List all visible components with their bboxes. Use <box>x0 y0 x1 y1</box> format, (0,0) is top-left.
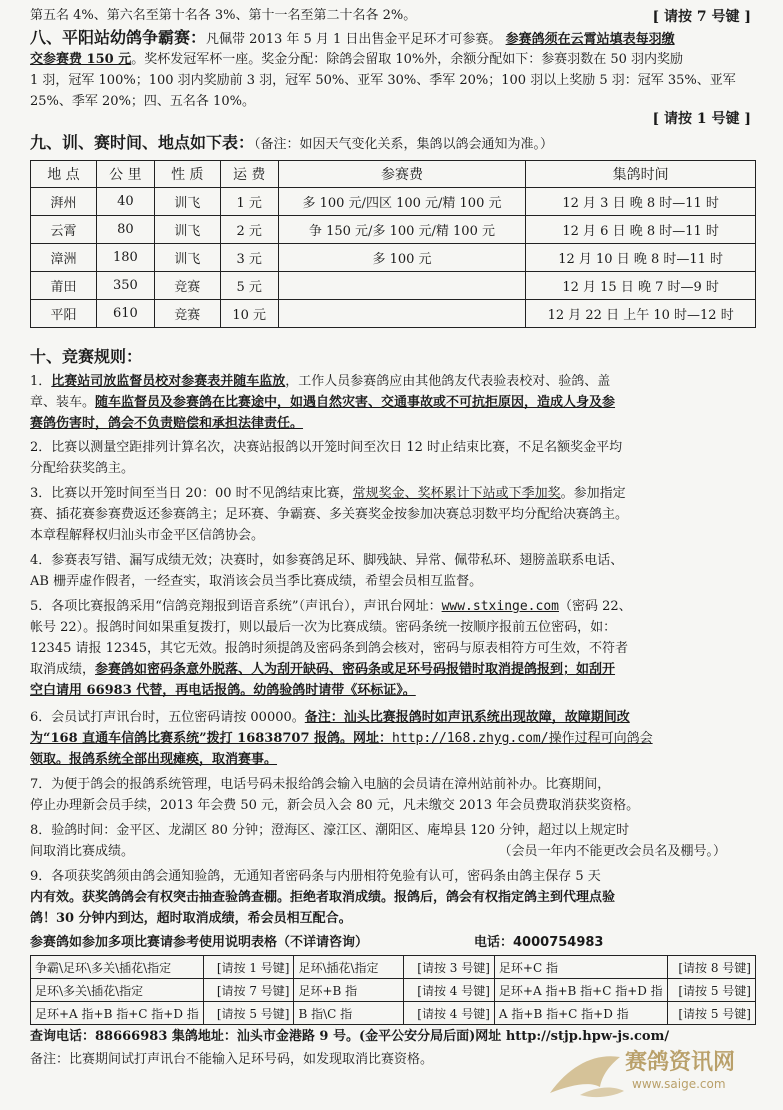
table-row <box>31 300 756 328</box>
rule-1-line-1 <box>30 372 756 391</box>
cell-time: 12 月 22 日 上午 10 时—12 时 <box>526 300 756 328</box>
section-10-title: 十、竞赛规则： <box>30 347 143 366</box>
cell-fee: 5 元 <box>220 272 278 300</box>
rule-5-line-5: 空白请用 66983 代替，再电话报鸽。幼鸽验鸽时请带《环标证》。 <box>30 683 416 698</box>
rule-text: 。参加指定 <box>560 486 626 501</box>
rule-highlight: 常规奖金、奖杯累计下站或下季加奖 <box>352 486 561 501</box>
rule-5-line-1 <box>30 597 756 616</box>
rule-8-line-2 <box>30 842 756 861</box>
rule-3-line-1 <box>30 484 756 503</box>
key-reference-table <box>30 955 756 1025</box>
watermark-site-name: 赛鸽资讯网 <box>625 1050 736 1075</box>
ref-item: 足环\多关\插花\指定 <box>31 979 204 1002</box>
rule-9-line-2: 内有效。获奖鸽鸽会有权突击抽查验鸽查棚。拒绝者取消成绩。报鸽后，鸽会有权指定鸽主到代理点验 <box>30 890 616 905</box>
prize-continuation-line: 第五名 4%、第六名至第十名各 3%、第十一名至第二十名各 2%。 <box>30 8 417 23</box>
rule-text: ，工作人员参赛鸽应由其他鸽友代表验表校对、验鸽、盖 <box>285 374 611 389</box>
table-row <box>31 979 756 1002</box>
rule-text: 章、装车。 <box>30 395 96 410</box>
cell-km: 80 <box>96 216 154 244</box>
reference-title: 参赛鸽如参加多项比赛请参考使用说明表格（不详请咨询） <box>30 935 369 950</box>
table-row <box>31 1002 756 1025</box>
section-8-line-3: 1 羽，冠军 100%；100 羽内奖励前 3 羽，冠军 50%、亚军 30%、季军 20%；100 羽以上奖励 5 羽：冠军 35%、亚军 <box>30 73 736 88</box>
ref-item: 足环\插花\指定 <box>294 956 404 979</box>
cell-type: 竞赛 <box>154 272 220 300</box>
rule-text: 间取消比赛成绩。 <box>30 844 135 859</box>
cell-type: 竞赛 <box>154 300 220 328</box>
schedule-table <box>30 160 756 328</box>
rule-9-line-1: 9．各项获奖鸽须由鸽会通知验鸽，无通知者密码条与内册相符免验有认可，密码条由鸽主保存 5 天 <box>30 869 601 884</box>
cell-km: 40 <box>96 188 154 216</box>
ref-item: 足环+A 指+B 指+C 指+D 指 <box>494 979 667 1002</box>
cell-time: 12 月 3 日 晚 8 时—11 时 <box>526 188 756 216</box>
rule-3-line-2: 赛、插花赛参赛费返还参赛鸽主；足环赛、争霸赛、多关赛奖金按参加决赛总羽数平均分配给决赛鸽主。 <box>30 507 629 522</box>
cell-km: 180 <box>96 244 154 272</box>
header-type: 性 质 <box>154 161 220 188</box>
header-place: 地 点 <box>31 161 97 188</box>
rule-8-line-1: 8．验鸽时间：金平区、龙湖区 80 分钟；澄海区、濠江区、潮阳区、庵埠县 120 分钟，超过以上规定时 <box>30 823 630 838</box>
cell-type: 训飞 <box>154 244 220 272</box>
section-8-text: 凡佩带 2013 年 5 月 1 日出售金平足环才可参赛。 <box>206 32 502 47</box>
rule-highlight: 随车监督员及参赛鸽在比赛途中，如遇自然灾害、交通事故或不可抗拒原因，造成人身及参 <box>95 395 616 410</box>
phone-label: 电话： <box>474 935 514 950</box>
rule-note: （会员一年内不能更改会员名及棚号。） <box>498 844 726 859</box>
ref-item: 争霸\足环\多关\插花\指定 <box>31 956 204 979</box>
section-8-heading: 八、平阳站幼鸽争霸赛： <box>30 28 207 47</box>
section-8-line-2 <box>30 50 756 69</box>
rule-highlight: 比赛站司放监督员校对参赛表并随车监放 <box>51 374 286 389</box>
key-instruction-7: [ 请按 7 号键 ] <box>652 9 751 25</box>
cell-place: 平阳 <box>31 300 97 328</box>
ref-key: [请按 3 号键] <box>404 956 495 979</box>
ref-item: B 指\C 指 <box>294 1002 404 1025</box>
cell-time: 12 月 15 日 晚 7 时—9 时 <box>526 272 756 300</box>
rule-highlight: 为“168 直通车信鸽比赛系统”拨打 16838707 报鸽。网址： <box>30 731 393 746</box>
header-fee: 运 费 <box>220 161 278 188</box>
table-row <box>31 244 756 272</box>
rule-7-line-1: 7．为便于鸽会的报鸽系统管理，电话号码未报给鸽会输入电脑的会员请在漳州站前补办。比赛期间， <box>30 777 611 792</box>
voice-system-url: www.stxinge.com <box>441 599 559 614</box>
header-entry: 参赛费 <box>278 161 526 188</box>
rule-9-line-3: 鸽！30 分钟内到达，超时取消成绩，希会员相互配合。 <box>30 911 352 926</box>
section-8-line-1 <box>30 28 756 49</box>
ref-item: 足环+A 指+B 指+C 指+D 指 <box>31 1002 204 1025</box>
backup-system-url: http://168.zhyg.com/操作过程可向鸽会 <box>392 731 653 746</box>
key-instruction-1: [ 请按 1 号键 ] <box>652 111 751 127</box>
table-row <box>31 272 756 300</box>
cell-km: 350 <box>96 272 154 300</box>
footer-contact-line: 查询电话：88666983 集鸽地址：汕头市金港路 9 号。(金平公安分局后面)网址 http://stjp.hpw-js.com/ <box>30 1029 670 1044</box>
cell-fee: 10 元 <box>220 300 278 328</box>
rule-4-line-2: AB 栅弄虚作假者，一经查实，取消该会员当季比赛成绩，希望会员相互监督。 <box>30 574 483 589</box>
section-9-heading: 九、训、赛时间、地点如下表： <box>30 133 255 152</box>
section-8-highlight: 参赛鸽须在云霄站填表每羽缴 <box>505 32 675 47</box>
rule-text: 取消成绩， <box>30 662 96 677</box>
cell-entry: 多 100 元/四区 100 元/精 100 元 <box>278 188 526 216</box>
schedule-header-row <box>31 161 756 188</box>
section-9-line <box>30 133 756 154</box>
section-9-note: （备注：如因天气变化关系，集鸽以鸽会通知为准。） <box>254 137 554 152</box>
rule-2-line-2: 分配给获奖鸽主。 <box>30 461 135 476</box>
section-8-text: 。奖杯发冠军杯一座。奖金分配：除鸽会留取 10%外，余额分配如下：参赛羽数在 50 羽内奖励 <box>131 52 684 67</box>
ref-key: [请按 5 号键] <box>667 979 755 1002</box>
cell-fee: 3 元 <box>220 244 278 272</box>
header-km: 公 里 <box>96 161 154 188</box>
table-row <box>31 956 756 979</box>
reference-title-line <box>30 933 756 952</box>
section-10-heading <box>30 347 756 368</box>
rule-text: 6．会员试打声讯台时，五位密码请按 00000。 <box>30 710 305 725</box>
ref-item: 足环+C 指 <box>494 956 667 979</box>
cell-entry: 争 150 元/多 100 元/精 100 元 <box>278 216 526 244</box>
rule-6-line-3 <box>30 750 756 769</box>
rule-1-line-3: 赛鸽伤害时，鸽会不负责赔偿和承担法律责任。 <box>30 416 304 431</box>
ref-key: [请按 4 号键] <box>404 1002 495 1025</box>
rule-6-line-2 <box>30 729 756 748</box>
rule-4-line-1: 4．参赛表写错、漏写成绩无效；决赛时，如参赛鸽足环、脚残缺、异常、佩带私环、翅膀盖联系电话、 <box>30 553 624 568</box>
ref-item: 足环+B 指 <box>294 979 404 1002</box>
cell-place: 湃州 <box>31 188 97 216</box>
cell-place: 漳洲 <box>31 244 97 272</box>
rule-7-line-2: 停止办理新会员手续，2013 年会费 50 元，新会员入会 80 元，凡未缴交 2013 年会员费取消获奖资格。 <box>30 798 640 813</box>
table-row <box>31 188 756 216</box>
cell-type: 训飞 <box>154 216 220 244</box>
rule-5-line-2: 帐号 22）。报鸽时间如果重复拨打，则以最后一次为比赛成绩。密码条统一按顺序报前五位密码，如： <box>30 620 617 635</box>
rule-text: 3．比赛以开笼时间至当日 20：00 时不见鸽结束比赛， <box>30 486 353 501</box>
cell-entry <box>278 300 526 328</box>
rule-highlight: 参赛鸽如密码条意外脱落、人为刮开缺码、密码条或足环号码报错时取消提鸽报到；如刮开 <box>95 662 616 677</box>
footer-note-line: 备注：比赛期间试打声讯台不能输入足环号码，如发现取消比赛资格。 <box>30 1052 434 1067</box>
ref-key: [请按 5 号键] <box>667 1002 755 1025</box>
cell-entry <box>278 272 526 300</box>
ref-item: A 指+B 指+C 指+D 指 <box>494 1002 667 1025</box>
cell-time: 12 月 6 日 晚 8 时—11 时 <box>526 216 756 244</box>
cell-place: 云霄 <box>31 216 97 244</box>
table-row <box>31 216 756 244</box>
ref-key: [请按 5 号键] <box>203 1002 294 1025</box>
rule-1-line-2 <box>30 393 756 412</box>
rule-highlight: 领取。报鸽系统全部出现瘫痪，取消赛事。 <box>30 752 278 767</box>
rule-5-line-3: 12345 请报 12345，其它无效。报鸽时须提鸽及密码条到鸽会核对，密码与原表相符方可生效，不符者 <box>30 641 628 656</box>
rule-text: （密码 22、 <box>558 599 632 614</box>
section-8-line-4: 25%、季军 20%；四、五名各 10%。 <box>30 94 255 109</box>
cell-entry: 多 100 元 <box>278 244 526 272</box>
ref-key: [请按 8 号键] <box>667 956 755 979</box>
phone-number: 4000754983 <box>513 935 604 950</box>
rule-3-line-3: 本章程解释权归汕头市金平区信鸽协会。 <box>30 528 265 543</box>
entry-fee-highlight: 交参赛费 150 元 <box>30 52 132 67</box>
rule-highlight: 备注：汕头比赛报鸽时如声讯系统出现故障，故障期间改 <box>304 710 630 725</box>
phone-block <box>474 933 603 952</box>
cell-fee: 1 元 <box>220 188 278 216</box>
ref-key: [请按 7 号键] <box>203 979 294 1002</box>
rule-5-line-4 <box>30 660 756 679</box>
rule-number: 1． <box>30 374 52 389</box>
cell-place: 莆田 <box>31 272 97 300</box>
ref-key: [请按 1 号键] <box>203 956 294 979</box>
ref-key: [请按 4 号键] <box>404 979 495 1002</box>
cell-km: 610 <box>96 300 154 328</box>
watermark-site-url: www.saige.com <box>632 1077 726 1091</box>
rule-text: 5．各项比赛报鸽采用“信鸽竞翔报到语音系统”（声讯台），声讯台网址： <box>30 599 442 614</box>
header-time: 集鸽时间 <box>526 161 756 188</box>
cell-time: 12 月 10 日 晚 8 时—11 时 <box>526 244 756 272</box>
rule-6-line-1 <box>30 708 756 727</box>
cell-fee: 2 元 <box>220 216 278 244</box>
cell-type: 训飞 <box>154 188 220 216</box>
rule-2-line-1: 2．比赛以测量空距排列计算名次，决赛站报鸽以开笼时间至次日 12 时止结束比赛，不足名额奖金平均 <box>30 440 623 455</box>
